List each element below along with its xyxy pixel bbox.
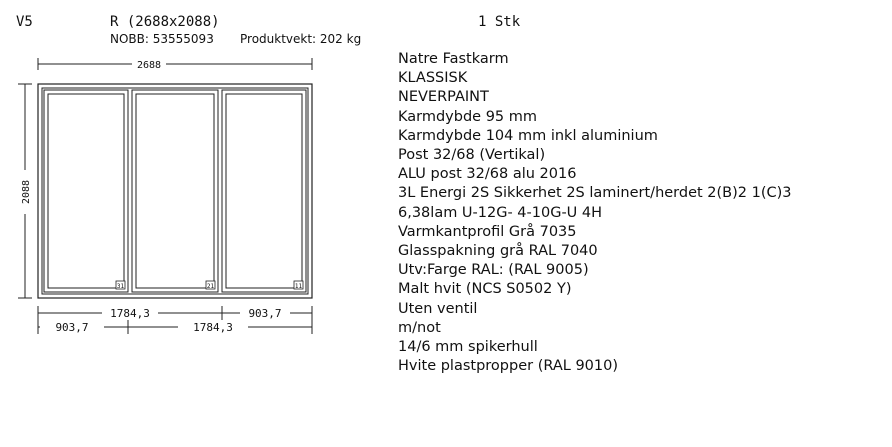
outer-frame — [38, 84, 312, 298]
width-dim-label: 2688 — [136, 60, 162, 71]
spec-item: Glasspakning grå RAL 7040 — [398, 243, 598, 260]
pane-right-glass — [226, 94, 302, 288]
product-weight: Produktvekt: 202 kg — [240, 32, 362, 46]
height-dim-label: 2088 — [21, 179, 32, 205]
spec-item: m/not — [398, 319, 441, 336]
dim-row2-right-label: 1784,3 — [193, 321, 233, 334]
pane-left-glass — [48, 94, 124, 288]
dim-row1-right-label: 903,7 — [248, 307, 282, 320]
pane-middle-glass — [136, 94, 214, 288]
spec-item: Karmdybde 104 mm inkl aluminium — [398, 127, 658, 144]
window-drawing — [0, 0, 392, 447]
reference-size: R (2688x2088) — [110, 14, 220, 30]
spec-item: Malt hvit (NCS S0502 Y) — [398, 281, 572, 298]
sash-marker-middle: 21 — [206, 283, 215, 290]
sash-marker-right: 11 — [294, 283, 303, 290]
specification-list — [398, 50, 792, 376]
spec-item: 6,38lam U-12G- 4-10G-U 4H — [398, 204, 603, 221]
sash-marker-left: 31 — [116, 283, 125, 290]
position-id: V5 — [16, 14, 33, 30]
quantity-label: 1 Stk — [478, 14, 521, 30]
spec-item: 14/6 mm spikerhull — [398, 339, 538, 356]
inner-frame — [42, 88, 308, 294]
dim-row2-left-label: 903,7 — [55, 321, 89, 334]
spec-item: ALU post 32/68 alu 2016 — [398, 166, 577, 183]
pane-right — [222, 90, 306, 292]
dim-row1-left-label: 1784,3 — [110, 307, 150, 320]
spec-item: Varmkantprofil Grå 7035 — [398, 223, 577, 240]
spec-item: Karmdybde 95 mm — [398, 108, 538, 125]
spec-item: Post 32/68 (Vertikal) — [398, 147, 546, 164]
pane-middle — [132, 90, 218, 292]
nobb-number: NOBB: 53555093 — [110, 32, 214, 46]
pane-left — [44, 90, 128, 292]
spec-item: Hvite plastpropper (RAL 9010) — [398, 358, 619, 375]
spec-item: Uten ventil — [398, 300, 478, 317]
spec-item: NEVERPAINT — [398, 89, 489, 106]
width-dimension — [38, 58, 312, 70]
spec-item: 3L Energi 2S Sikkerhet 2S laminert/herdet 2(B)2 1(C)3 — [398, 185, 792, 202]
spec-item: Natre Fastkarm — [398, 51, 509, 67]
spec-item: KLASSISK — [398, 70, 468, 87]
spec-item: Utv:Farge RAL: (RAL 9005) — [398, 262, 589, 279]
